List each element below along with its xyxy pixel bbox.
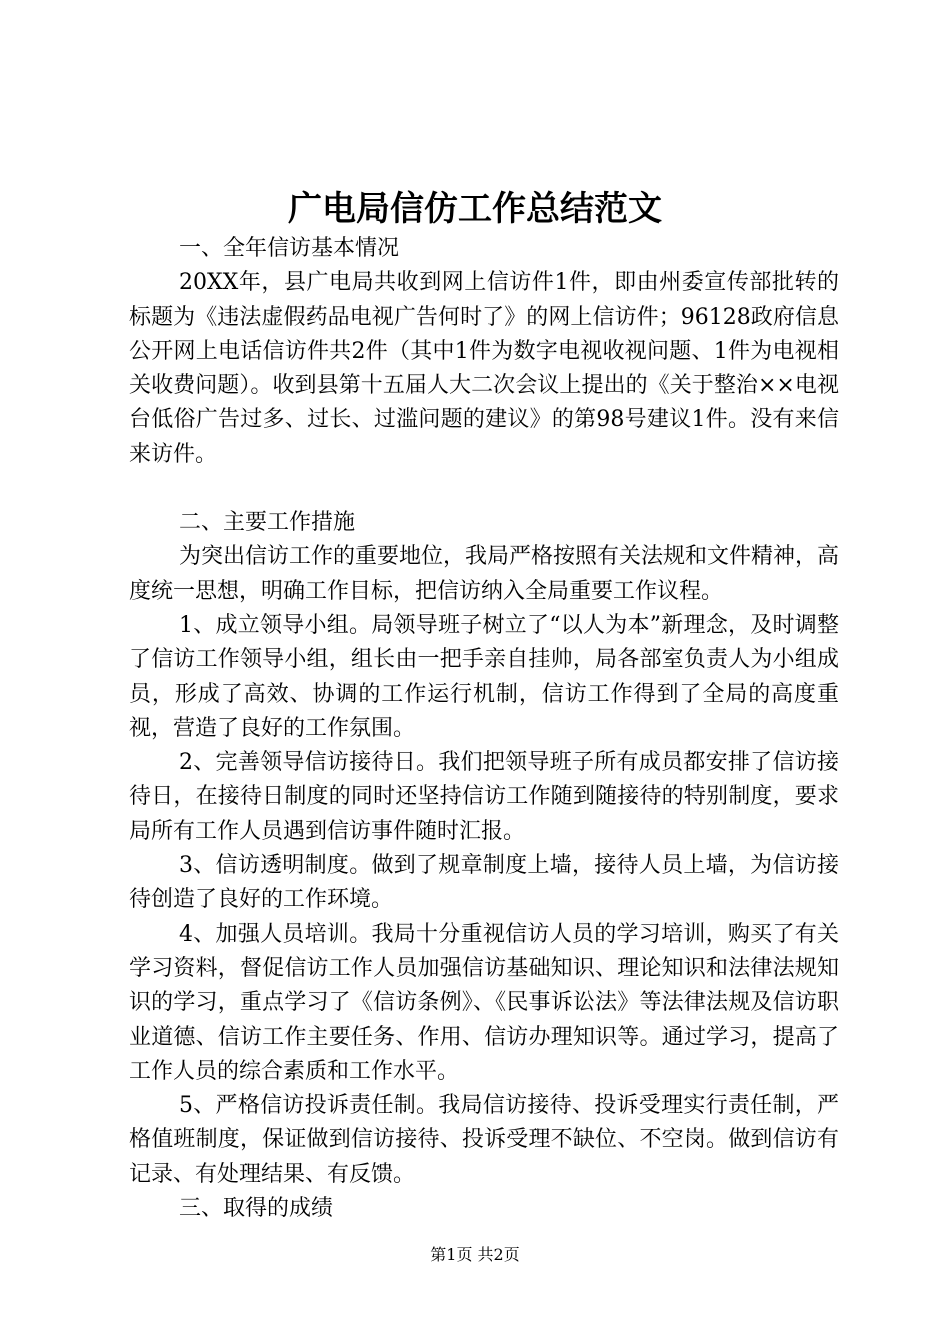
paragraph: 3、信访透明制度。做到了规章制度上墙，接待人员上墙，为信访接待创造了良好的工作环境。: [129, 853, 839, 913]
paragraph: 2、完善领导信访接待日。我们把领导班子所有成员都安排了信访接待日，在接待日制度的同时还坚持信访工作随到随接待的特别制度，要求局所有工作人员遇到信访事件随时汇报。: [129, 750, 839, 844]
paragraph: 为突出信访工作的重要地位，我局严格按照有关法规和文件精神，高度统一思想，明确工作目标，把信访纳入全局重要工作议程。: [129, 544, 840, 604]
section-heading-2: 二、主要工作措施: [179, 510, 356, 536]
page-number-footer: 第1页 共2页: [430, 1245, 520, 1264]
paragraph: 20XX年，县广电局共收到网上信访件1件，即由州委宣传部批转的标题为《违法虚假药品电视广告何时了》的网上信访件；96128政府信息公开网上电话信访件共2件（其中1件为数字电视收视问题、1件为电视相关收费问题）。收到县第十五届人大二次会议上提出的《关于整治××电视台低俗广告过多、过长、过滥问题的建议》的第98号建议1件。没有来信来访件。: [129, 270, 839, 467]
paragraph: 5、严格信访投诉责任制。我局信访接待、投诉受理实行责任制，严格值班制度，保证做到信访接待、投诉受理不缺位、不空岗。做到信访有记录、有处理结果、有反馈。: [129, 1093, 839, 1187]
document-title: 广电局信仿工作总结范文: [288, 189, 662, 229]
paragraph: 1、成立领导小组。局领导班子树立了“以人为本”新理念，及时调整了信访工作领导小组，组长由一把手亲自挂帅，局各部室负责人为小组成员，形成了高效、协调的工作运行机制，信访工作得到了全局的高度重视，营造了良好的工作氛围。: [129, 612, 839, 741]
document-body: [129, 232, 839, 1226]
section-heading-3: 三、取得的成绩: [179, 1196, 334, 1222]
section-heading-1: 一、全年信访基本情况: [179, 236, 400, 261]
paragraph: 4、加强人员培训。我局十分重视信访人员的学习培训，购买了有关学习资料，督促信访工作人员加强信访基础知识、理论知识和法律法规知识的学习，重点学习了《信访条例》、《民事诉讼法》等法律法规及信访职业道德、信访工作主要任务、作用、信访办理知识等。通过学习，提高了工作人员的综合素质和工作水平。: [129, 921, 839, 1084]
